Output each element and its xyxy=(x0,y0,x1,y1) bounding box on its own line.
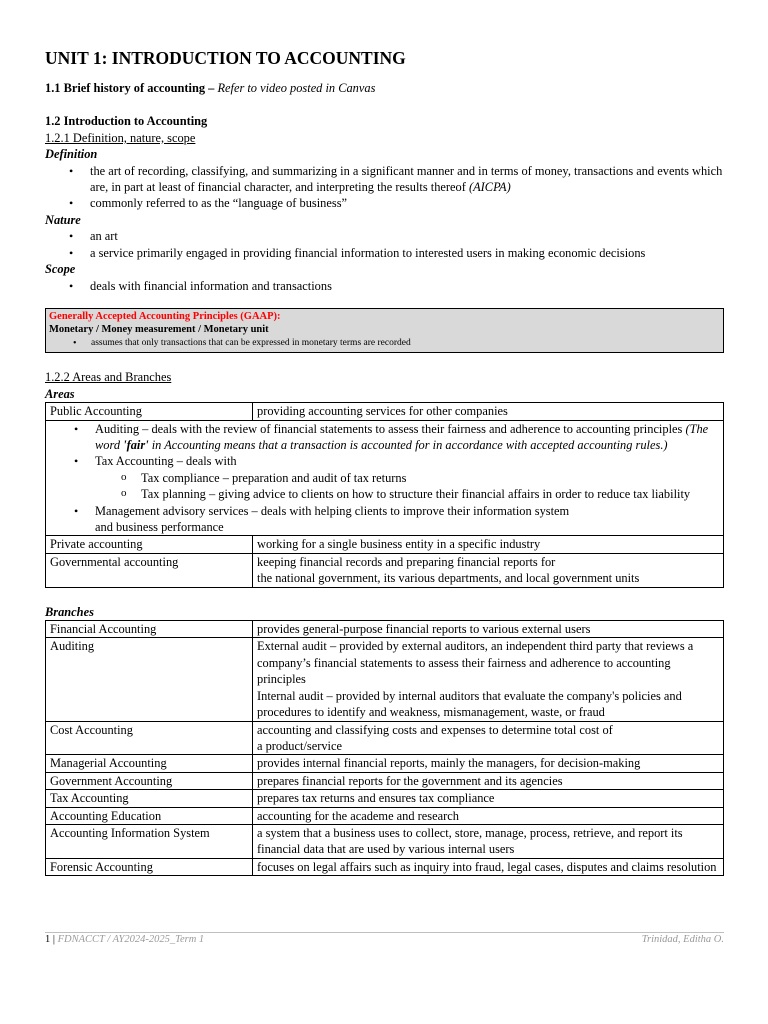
table-cell: provides internal financial reports, mainly the managers, for decision-making xyxy=(253,755,724,772)
section-1-1-heading: 1.1 Brief history of accounting – xyxy=(45,81,215,95)
table-cell: Forensic Accounting xyxy=(46,858,253,875)
list-item: • Auditing – deals with the review of financial statements to assess their fairness and adherence to accounting principles (The word 'fair' in Accounting means that a transaction is accounted for in accordance with accepted accounting rules.) xyxy=(95,421,719,454)
table-row xyxy=(46,621,724,638)
table-cell: working for a single business entity in a specific industry xyxy=(253,536,724,553)
list-item: • assumes that only transactions that can be expressed in monetary terms are recorded xyxy=(91,337,720,351)
table-cell: accounting and classifying costs and expenses to determine total cost of a product/service xyxy=(253,721,724,755)
table-cell: prepares financial reports for the government and its agencies xyxy=(253,772,724,789)
scope-label: Scope xyxy=(45,262,76,277)
course-code: FDNACCT / AY2024-2025_Term 1 xyxy=(57,934,205,945)
table-row xyxy=(46,790,724,807)
nature-label: Nature xyxy=(45,212,81,227)
table-cell: Auditing xyxy=(46,638,253,721)
table-row xyxy=(46,807,724,824)
table-cell: Public Accounting xyxy=(46,403,253,420)
table-row xyxy=(46,420,724,536)
list-item: • Tax Accounting – deals with o Tax compliance – preparation and audit of tax returns o Tax planning – giving advice to clients on how to structure their financial affairs in order to reduce tax liability xyxy=(95,453,719,502)
list-item: • Management advisory services – deals with helping clients to improve their information system and business performance xyxy=(95,503,719,536)
gaap-list xyxy=(49,337,720,351)
table-cell: Managerial Accounting xyxy=(46,755,253,772)
table-cell: Tax Accounting xyxy=(46,790,253,807)
section-1-2-2-heading: 1.2.2 Areas and Branches xyxy=(45,370,172,385)
aicpa-citation: (AICPA) xyxy=(468,180,511,195)
table-row xyxy=(46,553,724,587)
public-accounting-details xyxy=(46,420,724,536)
list-item: o Tax planning – giving advice to clients on how to structure their financial affairs in order to reduce tax liability xyxy=(141,486,719,502)
gaap-subtitle: Monetary / Money measurement / Monetary unit xyxy=(49,324,269,336)
list-item: • the art of recording, classifying, and summarizing in a significant manner and in terms of money, transactions and events which are, in part at least of financial character, and interpreting the results thereof (AICPA) xyxy=(90,163,724,196)
table-row xyxy=(46,721,724,755)
page-title: UNIT 1: INTRODUCTION TO ACCOUNTING xyxy=(45,48,406,68)
table-cell: accounting for the academe and research xyxy=(253,807,724,824)
table-row xyxy=(46,772,724,789)
table-cell: External audit – provided by external auditors, an independent third party that reviews a company’s financial statements to assess their fairness and adherence to accounting principles Internal audit – provided by internal auditors that evaluate the company's policies and procedures to identify and weakness, mismanagement, waste, or fraud xyxy=(253,638,724,721)
list-item: • commonly referred to as the “language of business” xyxy=(90,195,724,211)
areas-label: Areas xyxy=(45,386,75,401)
table-cell: Financial Accounting xyxy=(46,621,253,638)
table-cell: keeping financial records and preparing financial reports for the national government, its various departments, and local government units xyxy=(253,553,724,587)
section-1-1 xyxy=(45,80,724,96)
section-1-2-heading: 1.2 Introduction to Accounting xyxy=(45,114,208,129)
author-name: Trinidad, Editha O. xyxy=(641,934,724,945)
branches-table xyxy=(45,620,724,876)
table-cell: focuses on legal affairs such as inquiry into fraud, legal cases, disputes and claims resolution xyxy=(253,858,724,875)
table-row xyxy=(46,403,724,420)
branches-label: Branches xyxy=(45,604,94,619)
page-footer xyxy=(45,932,724,947)
scope-list xyxy=(45,278,724,294)
table-cell: provides general-purpose financial reports to various external users xyxy=(253,621,724,638)
list-item: • an art xyxy=(90,228,724,244)
gaap-box xyxy=(45,308,724,354)
table-cell: Accounting Information System xyxy=(46,824,253,858)
definition-list xyxy=(45,163,724,212)
nature-list xyxy=(45,228,724,261)
list-item: o Tax compliance – preparation and audit of tax returns xyxy=(141,470,719,486)
table-cell: Accounting Education xyxy=(46,807,253,824)
section-1-1-note: Refer to video posted in Canvas xyxy=(217,81,376,95)
table-cell: Government Accounting xyxy=(46,772,253,789)
table-cell: prepares tax returns and ensures tax compliance xyxy=(253,790,724,807)
areas-table xyxy=(45,402,724,587)
list-item: • a service primarily engaged in providing financial information to interested users in making economic decisions xyxy=(90,245,724,261)
table-row xyxy=(46,755,724,772)
section-1-2-1-heading: 1.2.1 Definition, nature, scope xyxy=(45,130,196,145)
page-number: 1 | xyxy=(45,934,55,945)
table-row xyxy=(46,858,724,875)
table-cell: providing accounting services for other companies xyxy=(253,403,724,420)
table-row xyxy=(46,638,724,721)
table-row xyxy=(46,536,724,553)
gaap-title: Generally Accepted Accounting Principles (GAAP): xyxy=(49,310,281,322)
table-cell: Cost Accounting xyxy=(46,721,253,755)
table-row xyxy=(46,824,724,858)
table-cell: Private accounting xyxy=(46,536,253,553)
list-item: • deals with financial information and transactions xyxy=(90,278,724,294)
table-cell: Governmental accounting xyxy=(46,553,253,587)
table-cell: a system that a business uses to collect, store, manage, process, retrieve, and report its financial data that are used by various internal users xyxy=(253,824,724,858)
definition-label: Definition xyxy=(45,147,98,162)
